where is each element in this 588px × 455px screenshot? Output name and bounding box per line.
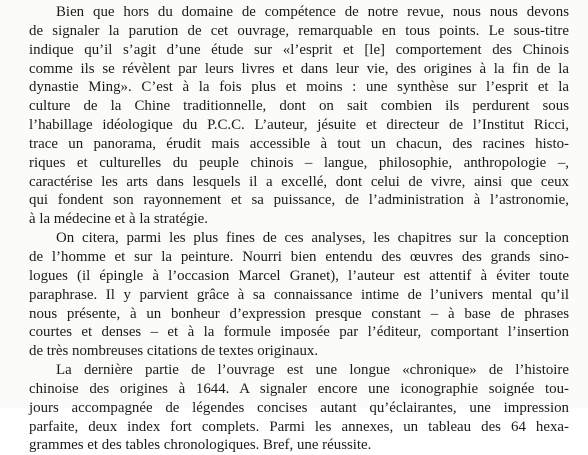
text-line: jours accompagnée de légendes concises autant qu’éclairantes, une impression bbox=[29, 399, 569, 416]
paragraph-2 bbox=[29, 229, 569, 361]
text-line: de l’homme et sur la peinture. Nourri bien entendu des œuvres des grands sino- bbox=[29, 248, 569, 265]
text-line: nous présente, à un bonheur d’expression presque constant – à base de phrases bbox=[29, 305, 569, 322]
text-line: courtes et denses – et à la formule imposée par l’éditeur, comportant l’insertion bbox=[29, 324, 569, 341]
text-line: logues (il épingle à l’occasion Marcel Granet), l’auteur est attentif à éviter toute bbox=[29, 267, 569, 284]
text-line: comme ils se révèlent par leurs livres et dans leur vie, des origines à la fin de la bbox=[29, 60, 569, 77]
text-line: riques et culturelles du peuple chinois – langue, philosophie, anthropologie –, bbox=[29, 154, 569, 171]
review-text bbox=[29, 3, 569, 455]
text-line: de signaler la parution de cet ouvrage, remarquable en tous points. Le sous-titre bbox=[29, 22, 569, 39]
text-line: trace un panorama, érudit mais accessible à tout un chacun, des racines histo- bbox=[29, 135, 569, 152]
text-line: chinoise des origines à 1644. A signaler encore une iconographie soignée tou- bbox=[29, 380, 569, 397]
text-line: On citera, parmi les plus fines de ces analyses, les chapitres sur la conception bbox=[56, 230, 569, 247]
text-line: La dernière partie de l’ouvrage est une longue «chronique» de l’histoire bbox=[56, 362, 569, 379]
text-line: indique qu’il s’agit d’une étude sur «l’esprit et [le] comportement des Chinois bbox=[29, 41, 569, 58]
text-line: culture de la Chine traditionnelle, dont on sait combien ils perdurent sous bbox=[29, 98, 569, 115]
text-line: Bien que hors du domaine de compétence de notre revue, nous nous devons bbox=[56, 4, 569, 20]
text-line: à la médecine et à la stratégie. bbox=[29, 211, 209, 228]
text-line: qui fondent son rayonnement et sa puissance, de l’administration à l’astronomie, bbox=[29, 192, 569, 209]
text-line: paraphrase. Il y parvient grâce à sa connaissance intime de l’univers mental qu’il bbox=[29, 286, 569, 303]
paragraph-3 bbox=[29, 361, 569, 455]
text-line: parfaite, deux index fort complets. Parmi les annexes, un tableau des 64 hexa- bbox=[29, 418, 569, 435]
text-line: l’habillage idéologique du P.C.C. L’auteur, jésuite et directeur de l’Institut Ricci, bbox=[29, 117, 569, 134]
text-line: caractérise les arts dans lesquels il a excellé, dont celui de vivre, ainsi que ceux bbox=[29, 173, 569, 190]
text-line: de très nombreuses citations de textes originaux. bbox=[29, 343, 319, 360]
text-line: grammes et des tables chronologiques. Bref, une réussite. bbox=[29, 437, 372, 454]
text-line: dynastie Ming». C’est à la fois plus et moins : une synthèse sur l’esprit et la bbox=[29, 79, 569, 96]
paragraph-1 bbox=[29, 3, 569, 229]
